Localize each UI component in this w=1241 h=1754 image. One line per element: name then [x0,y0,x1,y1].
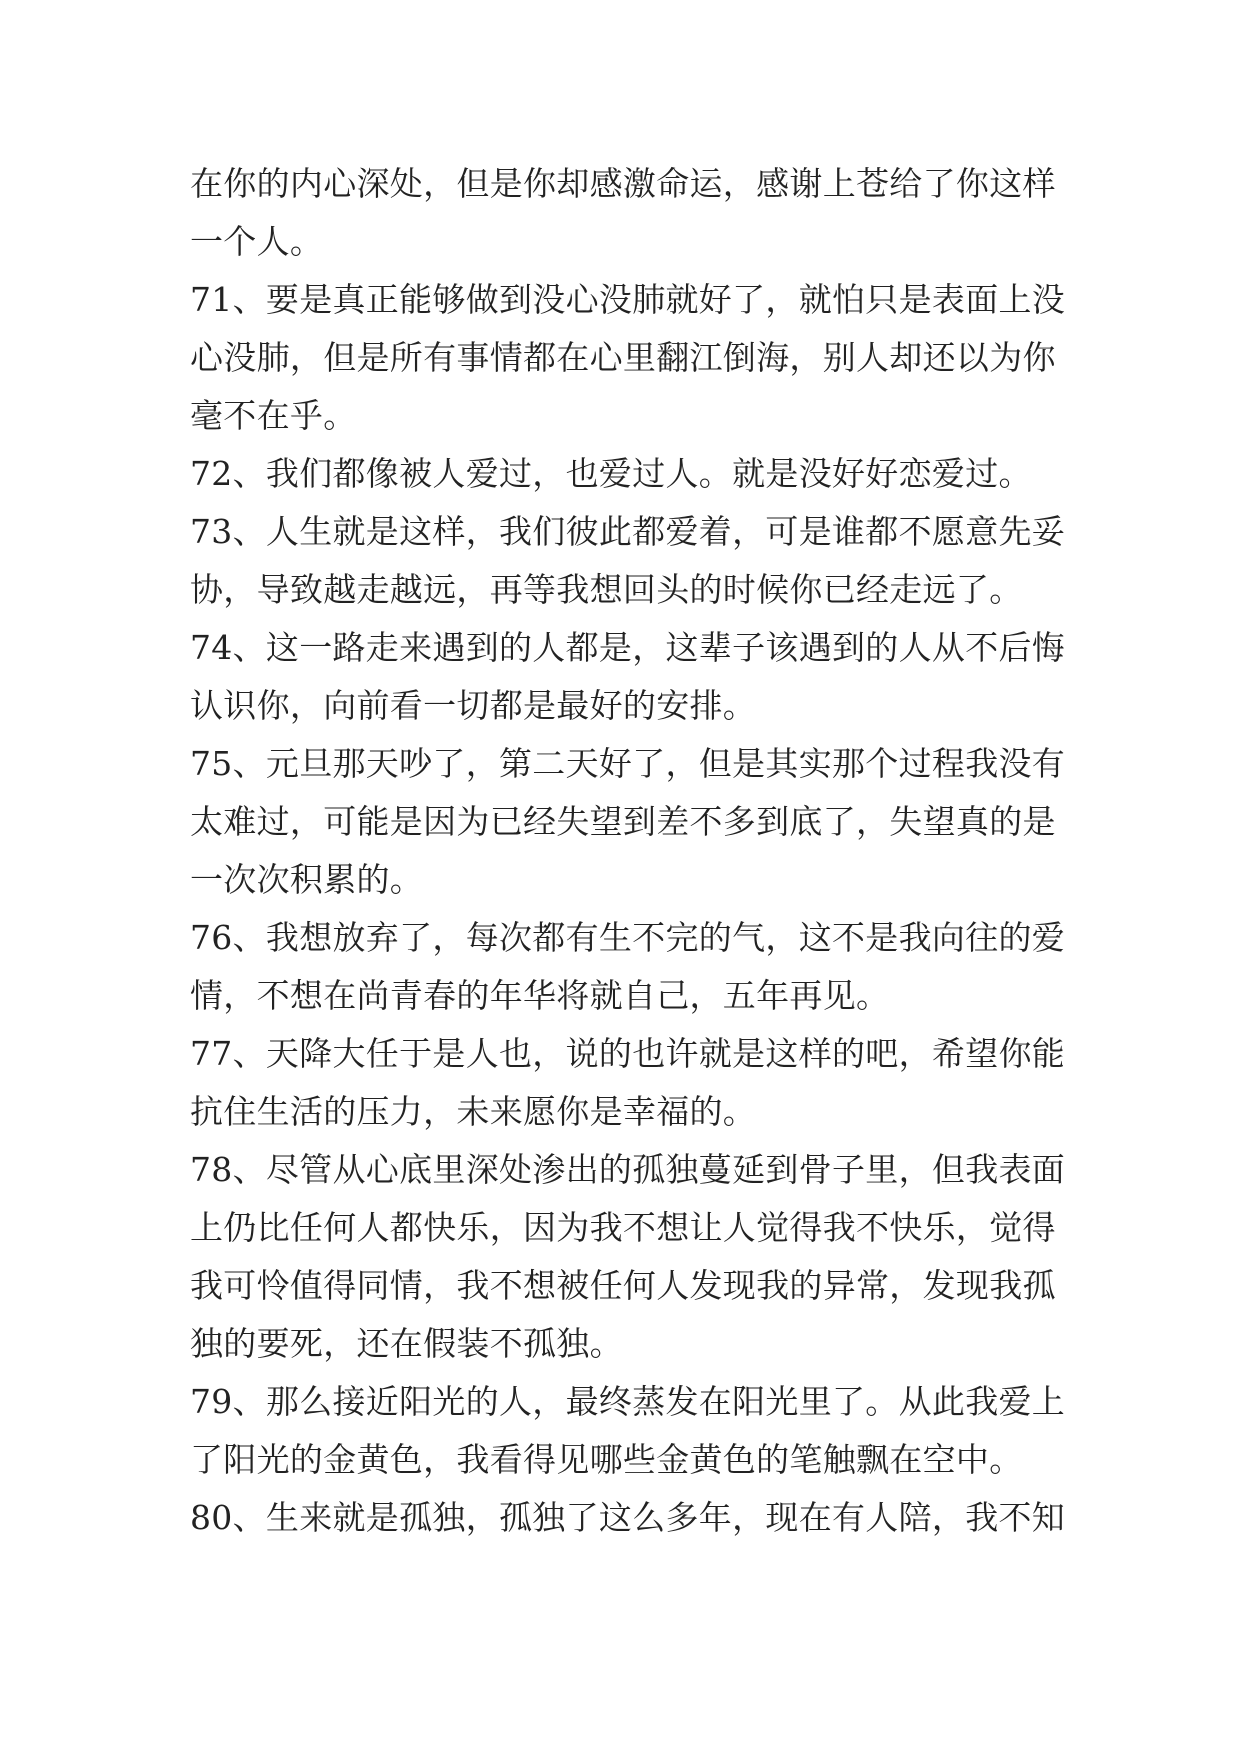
text-line: 77、天降大任于是人也，说的也许就是这样的吧，希望你能 [190,1034,1066,1073]
text-line: 一次次积累的。 [190,860,424,899]
text-line: 一个人。 [190,222,324,261]
text-line: 认识你，向前看一切都是最好的安排。 [190,686,757,725]
text-line: 75、元旦那天吵了，第二天好了，但是其实那个过程我没有 [190,744,1066,783]
text-line: 74、这一路走来遇到的人都是，这辈子该遇到的人从不后悔 [190,628,1066,667]
text-line: 71、要是真正能够做到没心没肺就好了，就怕只是表面上没 [190,280,1066,319]
text-line: 毫不在乎。 [190,396,357,435]
text-line: 情，不想在尚青春的年华将就自己，五年再见。 [190,976,890,1015]
text-block [190,155,1070,1547]
text-line: 协，导致越走越远，再等我想回头的时候你已经走远了。 [190,570,1023,609]
text-line: 了阳光的金黄色，我看得见哪些金黄色的笔触飘在空中。 [190,1440,1023,1479]
text-line: 72、我们都像被人爱过，也爱过人。就是没好好恋爱过。 [190,454,1032,493]
text-line: 73、人生就是这样，我们彼此都爱着，可是谁都不愿意先妥 [190,512,1066,551]
text-line: 独的要死，还在假装不孤独。 [190,1324,623,1363]
text-line: 太难过，可能是因为已经失望到差不多到底了，失望真的是 [190,802,1056,841]
text-line: 上仍比任何人都快乐，因为我不想让人觉得我不快乐，觉得 [190,1208,1056,1247]
text-line: 80、生来就是孤独，孤独了这么多年，现在有人陪，我不知 [190,1498,1066,1537]
text-line: 79、那么接近阳光的人，最终蒸发在阳光里了。从此我爱上 [190,1382,1066,1421]
text-line: 76、我想放弃了，每次都有生不完的气，这不是我向往的爱 [190,918,1066,957]
text-line: 在你的内心深处，但是你却感激命运，感谢上苍给了你这样 [190,164,1056,203]
text-line: 我可怜值得同情，我不想被任何人发现我的异常，发现我孤 [190,1266,1056,1305]
text-line: 心没肺，但是所有事情都在心里翻江倒海，别人却还以为你 [190,338,1056,377]
text-line: 抗住生活的压力，未来愿你是幸福的。 [190,1092,757,1131]
text-line: 78、尽管从心底里深处渗出的孤独蔓延到骨子里，但我表面 [190,1150,1066,1189]
